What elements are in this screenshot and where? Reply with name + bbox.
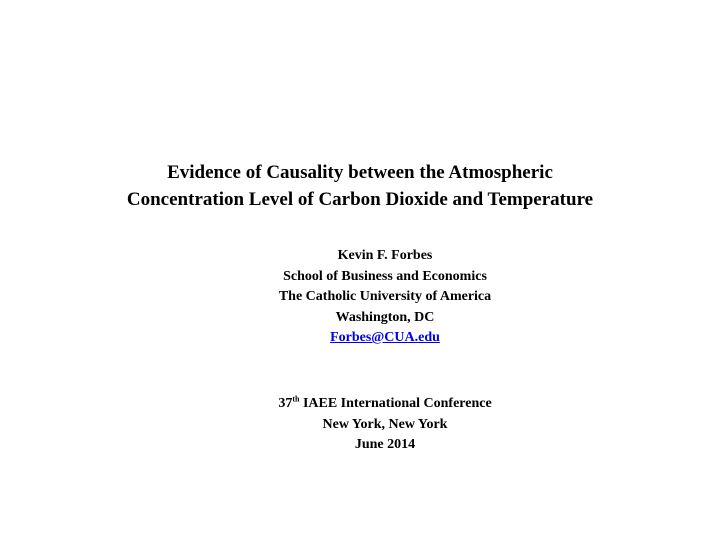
conference-date: June 2014 <box>354 437 416 452</box>
author-email-link[interactable]: Forbes@CUA.edu <box>330 330 440 345</box>
conference-ordinal-suffix: th <box>292 394 300 404</box>
author-block <box>0 246 720 349</box>
conference-number: 37 <box>278 396 293 411</box>
slide-title <box>0 159 720 213</box>
conference-name-line <box>0 394 720 415</box>
title-line-1: Evidence of Causality between the Atmospheric <box>167 162 553 183</box>
author-department: School of Business and Economics <box>283 268 487 284</box>
conference-block <box>0 394 720 456</box>
author-university: The Catholic University of America <box>278 289 492 304</box>
author-email-line <box>0 328 720 349</box>
title-line-2: Concentration Level of Carbon Dioxide and Temperature <box>126 189 594 210</box>
author-name: Kevin F. Forbes <box>337 248 433 263</box>
author-location: Washington, DC <box>335 309 435 325</box>
conference-city: New York, New York <box>322 416 448 432</box>
conference-name: IAEE International Conference <box>302 396 492 411</box>
